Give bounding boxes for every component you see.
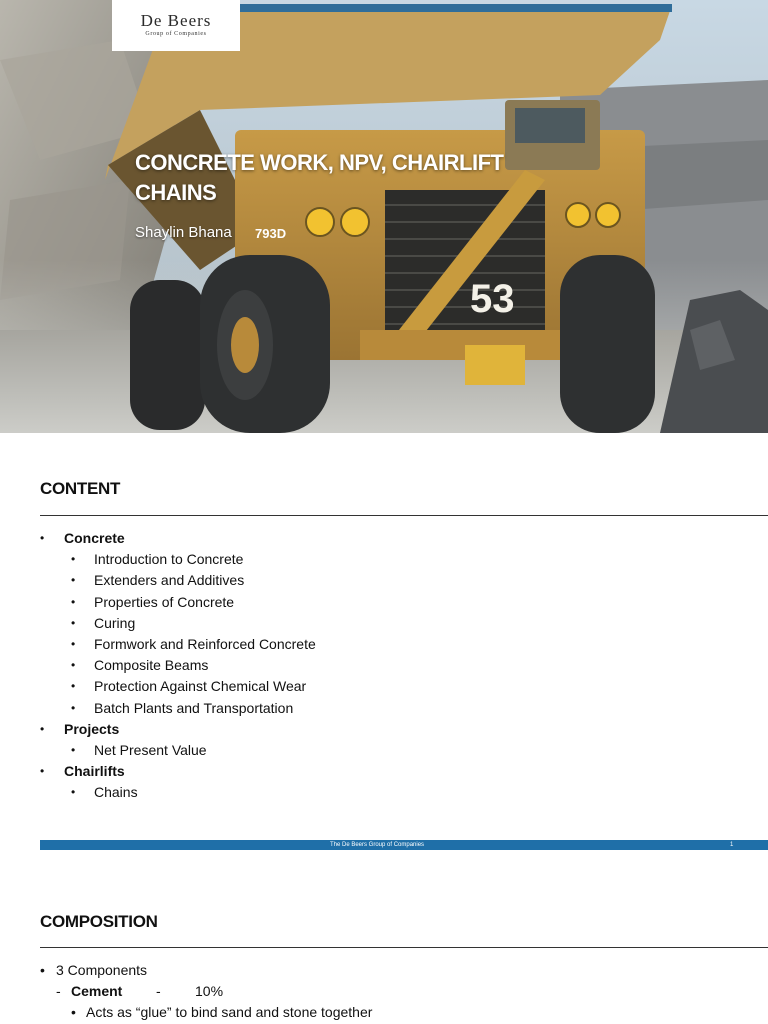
heading-divider	[40, 515, 768, 516]
component-name: Cement	[71, 983, 123, 999]
dash-marker: -	[56, 983, 61, 999]
outline-subitem: • Formwork and Reinforced Concrete	[0, 634, 768, 655]
composition-heading: COMPOSITION	[40, 912, 158, 931]
outline-item: • Concrete	[0, 528, 768, 549]
outline-subitem: • Introduction to Concrete	[0, 549, 768, 570]
mining-truck-illustration	[0, 0, 768, 433]
outline-item: • Projects	[0, 719, 768, 740]
bullet-marker: •	[71, 1004, 76, 1020]
truck-number: 53	[470, 277, 515, 321]
component-separator: -	[156, 983, 161, 999]
logo-brand-name: De Beers	[140, 11, 212, 30]
logo-tagline: Group of Companies	[145, 31, 207, 37]
footer-company-text: The De Beers Group of Companies	[330, 842, 425, 848]
content-outline	[0, 528, 768, 803]
outline-subitem: • Properties of Concrete	[0, 592, 768, 613]
outline-subitem: • Protection Against Chemical Wear	[0, 676, 768, 697]
outline-subitem: • Batch Plants and Transportation	[0, 698, 768, 719]
slide-page-number: 1	[730, 842, 734, 848]
truck-model: 793D	[255, 226, 287, 241]
outline-subitem: • Composite Beams	[0, 655, 768, 676]
cement-description: Acts as “glue” to bind sand and stone together	[86, 1004, 373, 1020]
title-slide	[0, 0, 768, 433]
outline-subitem: • Curing	[0, 613, 768, 634]
presentation-title: CONCRETE WORK, NPV, CHAIRLIFT CHAINS	[135, 150, 504, 205]
de-beers-logo	[112, 0, 240, 51]
heading-divider	[40, 947, 768, 948]
outline-subitem: • Chains	[0, 782, 768, 803]
bullet-marker: •	[40, 962, 45, 978]
presenter-name: Shaylin Bhana	[135, 224, 232, 241]
outline-subitem: • Extenders and Additives	[0, 570, 768, 591]
outline-subitem: • Net Present Value	[0, 740, 768, 761]
content-heading: CONTENT	[40, 479, 121, 498]
outline-item: • Chairlifts	[0, 761, 768, 782]
slide-footer-bar	[40, 840, 768, 850]
components-bullet: 3 Components	[56, 962, 148, 978]
component-share: 10%	[195, 983, 224, 999]
